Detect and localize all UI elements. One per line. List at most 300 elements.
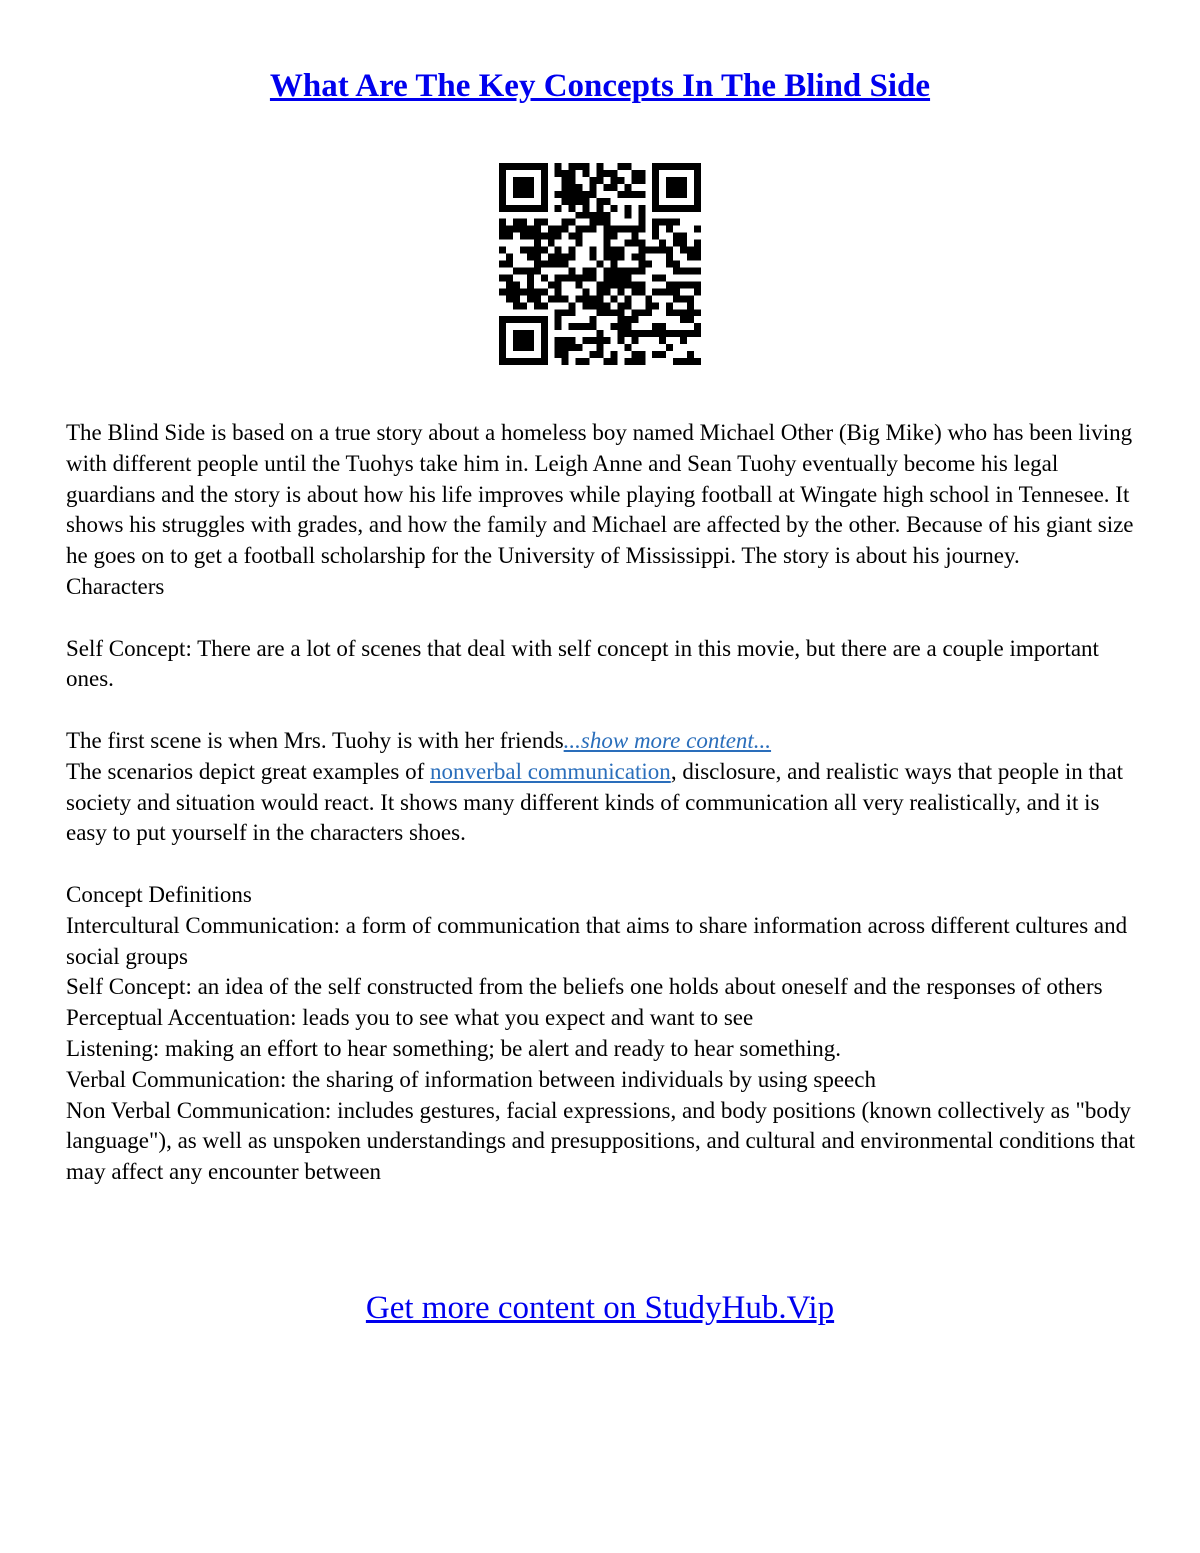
qr-module [631,226,638,233]
qr-module [569,267,576,274]
qr-module [527,226,534,233]
qr-module [631,358,638,365]
qr-module [583,198,590,205]
qr-module [520,247,527,254]
qr-module [666,288,673,295]
qr-module [513,302,520,309]
qr-module [617,281,624,288]
qr-module [610,351,617,358]
qr-module [680,240,687,247]
qr-module [569,191,576,198]
qr-module [666,254,673,261]
qr-module [610,254,617,261]
qr-module [513,295,520,302]
qr-module [617,226,624,233]
qr-module [520,288,527,295]
qr-module [687,302,694,309]
qr-module [520,219,527,226]
qr-module [590,226,597,233]
qr-module [506,233,513,240]
qr-module [569,184,576,191]
qr-module [527,233,534,240]
self-concept-paragraph: Self Concept: There are a lot of scenes that deal with self concept in this movie, but there are a couple important ones. [66,635,1099,692]
qr-module [555,316,562,323]
qr-module [576,184,583,191]
qr-module [645,295,652,302]
qr-module [576,240,583,247]
qr-module [638,170,645,177]
qr-module [673,233,680,240]
definitions-list [66,911,1146,1188]
qr-module [673,330,680,337]
qr-module [555,261,562,268]
qr-module [534,254,541,261]
qr-module [576,274,583,281]
qr-module [638,240,645,247]
qr-module [541,247,548,254]
qr-module [499,233,506,240]
qr-module [617,302,624,309]
page-title-link[interactable]: What Are The Key Concepts In The Blind Side [269,68,931,104]
qr-module [576,212,583,219]
qr-module [597,330,604,337]
qr-module [638,288,645,295]
qr-module [583,274,590,281]
scenarios-text-before: The scenarios depict great examples of [66,758,431,784]
qr-module [499,226,506,233]
qr-module [555,233,562,240]
first-scene-paragraph [66,726,1146,757]
qr-module [603,233,610,240]
qr-module [562,184,569,191]
qr-module [687,330,694,337]
qr-module [520,302,527,309]
qr-module [499,247,506,254]
qr-module [597,288,604,295]
qr-module [610,295,617,302]
qr-module [617,330,624,337]
qr-module [624,240,631,247]
qr-module [527,267,534,274]
qr-module [506,274,513,281]
qr-module [652,288,659,295]
qr-module [513,267,520,274]
qr-module [610,233,617,240]
qr-module [562,226,569,233]
qr-module [597,170,604,177]
qr-module [541,233,548,240]
qr-module [548,240,555,247]
qr-module [520,267,527,274]
qr-module [583,212,590,219]
definition-item [66,972,1146,1003]
qr-module [687,254,694,261]
qr-module [659,351,666,358]
qr-module [624,344,631,351]
qr-module [603,219,610,226]
qr-module [569,344,576,351]
qr-module [673,261,680,268]
characters-heading: Characters [66,573,165,599]
qr-module [513,226,520,233]
qr-module [617,254,624,261]
definition-item [66,911,1146,973]
qr-module [527,274,534,281]
qr-module [610,247,617,254]
qr-module [638,351,645,358]
qr-module [527,281,534,288]
qr-module [555,226,562,233]
qr-module [680,337,687,344]
qr-module [541,219,548,226]
qr-module [624,295,631,302]
qr-module [603,254,610,261]
qr-module [499,288,506,295]
qr-module [562,170,569,177]
qr-module [638,205,645,212]
qr-module [597,212,604,219]
qr-module [576,295,583,302]
qr-module [694,358,701,365]
qr-module [597,281,604,288]
qr-module [617,337,624,344]
qr-module [645,302,652,309]
qr-module [590,302,597,309]
qr-module [548,281,555,288]
qr-module [562,261,569,268]
definition-item [66,1034,1146,1065]
intro-paragraph: The Blind Side is based on a true story about a homeless boy named Michael Other (Big Mike) who has been living with different people until the Tuohys take him in. Leigh Anne and Sean Tuohy eventually become his legal guardians and the story is about how his life improves while playing football at Wingate high school in Tennesee. It shows his struggles with grades, and how the family and Michael are affected by the other. Because of his giant size he goes on to get a football scholarship for the University of Mississippi. The story is about his journey. [66,420,1134,569]
qr-module [597,163,604,170]
qr-module [534,288,541,295]
footer-link[interactable]: Get more content on StudyHub.Vip [365,1290,835,1326]
qr-module [687,281,694,288]
qr-module [624,267,631,274]
qr-module [590,191,597,198]
qr-code-graphic [499,163,701,365]
qr-module [652,302,659,309]
qr-module [638,267,645,274]
qr-module [631,330,638,337]
qr-module [562,337,569,344]
definition-text: Non Verbal Communication: includes gestures, facial expressions, and body positions (known collectively as "body language"), as well as unspoken understandings and presuppositions, and cultural and environmental conditions that may affect any encounter between [66,1097,1136,1185]
qr-module [555,288,562,295]
qr-module [576,281,583,288]
qr-module [583,302,590,309]
qr-module [534,302,541,309]
qr-module [603,226,610,233]
qr-module [680,247,687,254]
qr-module [555,205,562,212]
definitions-heading: Concept Definitions [66,881,252,907]
qr-module [673,219,680,226]
qr-module [631,316,638,323]
qr-module [555,344,562,351]
qr-module [603,358,610,365]
qr-module [652,323,659,330]
qr-module [534,219,541,226]
qr-module [666,219,673,226]
qr-module [659,247,666,254]
qr-module [694,240,701,247]
qr-module [610,274,617,281]
qr-module [569,163,576,170]
qr-module [652,219,659,226]
qr-module [534,233,541,240]
definition-item [66,1096,1146,1188]
qr-module [624,316,631,323]
qr-module [652,330,659,337]
qr-module [638,254,645,261]
qr-module [638,219,645,226]
qr-module [548,261,555,268]
qr-module [603,267,610,274]
qr-module [562,198,569,205]
qr-module [652,247,659,254]
qr-module [624,274,631,281]
qr-module [631,254,638,261]
qr-module [513,219,520,226]
qr-module [617,316,624,323]
qr-module [597,261,604,268]
first-scene-text: The first scene is when Mrs. Tuohy is with her friends [66,727,564,753]
document-body [66,418,1146,1188]
qr-module [569,302,576,309]
qr-module [631,233,638,240]
qr-module [603,288,610,295]
qr-module [659,240,666,247]
qr-module [659,219,666,226]
qr-module [541,302,548,309]
show-more-link[interactable]: ...show more content... [563,727,772,753]
qr-module [603,337,610,344]
qr-module [610,358,617,365]
qr-module [680,330,687,337]
qr-module [597,177,604,184]
qr-module [541,274,548,281]
qr-module [548,226,555,233]
qr-module [569,177,576,184]
qr-module [590,184,597,191]
qr-module [617,177,624,184]
qr-module [597,295,604,302]
qr-module [603,212,610,219]
qr-module [583,323,590,330]
qr-module [673,309,680,316]
qr-module [624,281,631,288]
qr-module [569,247,576,254]
qr-module [687,267,694,274]
qr-module [638,358,645,365]
qr-module [687,316,694,323]
qr-module [680,233,687,240]
qr-module [555,170,562,177]
qr-module [694,309,701,316]
qr-module [576,198,583,205]
qr-module [562,219,569,226]
qr-module [555,254,562,261]
qr-module [624,184,631,191]
qr-module [555,191,562,198]
qr-module [603,198,610,205]
qr-module [673,295,680,302]
qr-module [555,351,562,358]
qr-module [624,212,631,219]
qr-module [617,288,624,295]
qr-module [610,309,617,316]
qr-module [694,226,701,233]
qr-module [624,302,631,309]
qr-module [673,240,680,247]
qr-module [638,330,645,337]
qr-module [541,261,548,268]
qr-module [624,323,631,330]
qr-module [673,281,680,288]
qr-module [597,337,604,344]
qr-module [548,295,555,302]
qr-module [590,247,597,254]
qr-module [624,330,631,337]
qr-module [562,295,569,302]
qr-module [666,226,673,233]
qr-module [687,295,694,302]
qr-module [652,274,659,281]
qr-module [617,163,624,170]
qr-module [610,281,617,288]
qr-module [569,274,576,281]
qr-module [631,281,638,288]
qr-module [597,198,604,205]
qr-module [506,261,513,268]
qr-module [590,212,597,219]
qr-module [645,247,652,254]
qr-module [583,191,590,198]
qr-module [597,205,604,212]
qr-module [499,261,506,268]
qr-module [610,226,617,233]
qr-module [659,274,666,281]
qr-module [610,177,617,184]
qr-module [576,191,583,198]
qr-module [631,170,638,177]
qr-module [638,261,645,268]
qr-module [590,274,597,281]
qr-module [534,295,541,302]
qr-module [659,288,666,295]
qr-module [645,330,652,337]
qr-module [631,240,638,247]
qr-module [534,240,541,247]
qr-module [583,267,590,274]
qr-module [562,177,569,184]
qr-module [527,247,534,254]
definition-text: Intercultural Communication: a form of communication that aims to share information across different cultures and social groups [66,912,1128,969]
qr-module [603,247,610,254]
qr-module [562,351,569,358]
qr-module [687,358,694,365]
qr-module [576,323,583,330]
qr-module [506,295,513,302]
qr-module [506,288,513,295]
qr-module [673,267,680,274]
qr-module [555,274,562,281]
definition-item [66,1065,1146,1096]
qr-module [569,205,576,212]
qr-module [562,274,569,281]
qr-module [541,288,548,295]
qr-module [631,337,638,344]
qr-module [499,274,506,281]
qr-module [590,177,597,184]
definition-item [66,1003,1146,1034]
qr-module [576,226,583,233]
qr-module [590,295,597,302]
qr-module [631,191,638,198]
qr-module [673,358,680,365]
qr-module [638,281,645,288]
qr-module [645,261,652,268]
qr-module [666,281,673,288]
qr-module [624,191,631,198]
qr-module [687,351,694,358]
qr-module [617,274,624,281]
qr-module [603,281,610,288]
qr-module [590,219,597,226]
qr-module [659,323,666,330]
qr-module [666,344,673,351]
qr-module [659,337,666,344]
qr-module [583,358,590,365]
scenarios-text-after: , disclosure, and realistic ways that people in that society and situation would react. It shows many different kinds of communication all very realistically, and it is easy to put yourself in the characters shoes. [66,758,1124,846]
qr-module [513,288,520,295]
qr-module [638,226,645,233]
qr-module [555,309,562,316]
qr-module [617,267,624,274]
qr-module [527,288,534,295]
qr-module [680,309,687,316]
nonverbal-communication-link[interactable]: nonverbal communication [430,758,671,784]
qr-module [624,205,631,212]
qr-module [694,323,701,330]
qr-module [631,267,638,274]
qr-module [652,233,659,240]
qr-module [666,247,673,254]
qr-module [687,247,694,254]
qr-module [520,226,527,233]
qr-module [590,351,597,358]
qr-module [569,323,576,330]
qr-module [555,163,562,170]
qr-module [624,163,631,170]
qr-module [506,226,513,233]
qr-module [652,226,659,233]
qr-module [617,191,624,198]
qr-module [569,233,576,240]
qr-module [680,358,687,365]
qr-module [569,170,576,177]
qr-module [562,191,569,198]
qr-module [603,240,610,247]
qr-module [555,295,562,302]
qr-module [562,254,569,261]
qr-module [603,184,610,191]
qr-module [527,254,534,261]
qr-module [583,288,590,295]
qr-module [569,254,576,261]
qr-module [576,358,583,365]
qr-module [555,323,562,330]
qr-module [638,309,645,316]
